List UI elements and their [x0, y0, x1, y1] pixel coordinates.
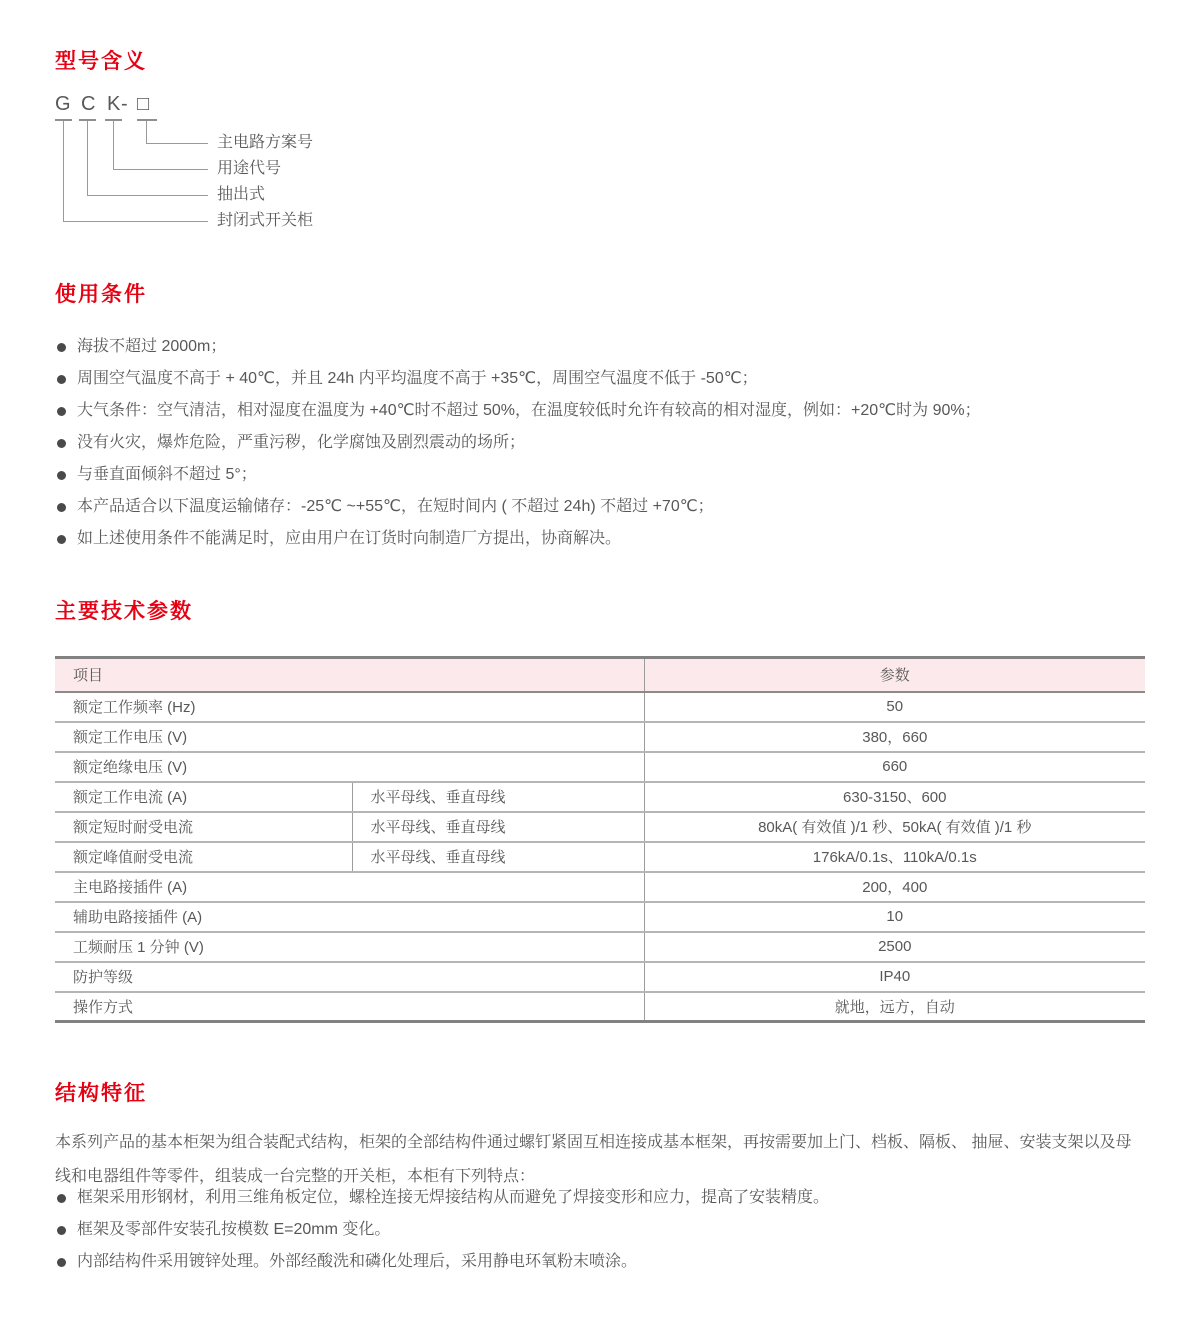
condition-text: 与垂直面倾斜不超过 5°； [77, 466, 257, 483]
cell-sub: 水平母线、垂直母线 [352, 842, 644, 872]
structure-intro: 本系列产品的基本柜架为组合装配式结构，柜架的全部结构件通过螺钉紧固互相连接成基本框架，再按需要加上门、档板、隔板、 抽屉、安装支架以及母线和电器组件等零件，组装成一台完整的开关柜，本柜有下列特点： [55, 1134, 1132, 1185]
cell-sub: 水平母线、垂直母线 [352, 812, 644, 842]
condition-text: 如上述使用条件不能满足时，应由用户在订货时向制造厂方提出，协商解决。 [77, 530, 622, 547]
section-title-params: 主要技术参数 [55, 600, 193, 623]
model-code-char-k: K [107, 93, 121, 115]
condition-text: 海拔不超过 2000m； [77, 338, 227, 355]
condition-item [55, 433, 1145, 453]
table-row [55, 812, 1145, 842]
cell-item: 辅助电路接插件 (A) [55, 902, 644, 932]
model-connector-line [87, 121, 88, 195]
condition-item [55, 337, 1145, 357]
table-header-row [55, 658, 1145, 692]
model-connector-line [87, 195, 208, 196]
structure-text: 框架采用形钢材，利用三维角板定位，螺栓连接无焊接结构从而避免了焊接变形和应力，提高了安装精度。 [77, 1189, 830, 1206]
cell-value: 2500 [644, 932, 1145, 962]
table-row [55, 902, 1145, 932]
cell-item: 工频耐压 1 分钟 (V) [55, 932, 644, 962]
structure-list [55, 1188, 1145, 1284]
cell-item: 防护等级 [55, 962, 644, 992]
bullet-icon [57, 535, 66, 544]
cell-item: 额定工作电流 (A) [55, 782, 352, 812]
cell-value: 380，660 [644, 722, 1145, 752]
model-label-scheme: 主电路方案号 [217, 134, 314, 151]
model-tick [137, 119, 157, 121]
structure-item [55, 1188, 1145, 1208]
condition-text: 本产品适合以下温度运输储存：-25℃ ~+55℃，在短时间内 ( 不超过 24h) 不超过 +70℃； [77, 498, 714, 515]
bullet-icon [57, 375, 66, 384]
model-code-diagram [55, 94, 615, 244]
model-connector-line [113, 169, 208, 170]
table-row [55, 782, 1145, 812]
model-label-usage: 用途代号 [217, 160, 282, 177]
cell-item: 主电路接插件 (A) [55, 872, 644, 902]
section-title-structure: 结构特征 [55, 1082, 147, 1105]
structure-item [55, 1220, 1145, 1240]
condition-item [55, 401, 1145, 421]
cell-item: 额定工作电压 (V) [55, 722, 644, 752]
bullet-icon [57, 503, 66, 512]
bullet-icon [57, 439, 66, 448]
table-row [55, 872, 1145, 902]
cell-value: 630-3150、600 [644, 782, 1145, 812]
model-code-dash: - [121, 93, 128, 115]
cell-item: 额定绝缘电压 (V) [55, 752, 644, 782]
model-connector-line [146, 143, 208, 144]
model-connector-line [63, 221, 208, 222]
condition-item [55, 529, 1145, 549]
condition-text: 周围空气温度不高于 + 40℃，并且 24h 内平均温度不高于 +35℃，周围空气温度不低于 -50℃； [77, 370, 758, 387]
table-row [55, 752, 1145, 782]
table-row [55, 992, 1145, 1022]
condition-text: 没有火灾，爆炸危险，严重污秽，化学腐蚀及剧烈震动的场所； [77, 434, 526, 451]
params-table [55, 656, 1145, 1023]
model-connector-line [63, 121, 64, 221]
cell-value: 80kA( 有效值 )/1 秒、50kA( 有效值 )/1 秒 [644, 812, 1145, 842]
condition-text: 大气条件：空气清洁，相对湿度在温度为 +40℃时不超过 50%，在温度较低时允许有较高的相对湿度，例如：+20℃时为 90%； [77, 402, 981, 419]
table-row [55, 842, 1145, 872]
cell-value: 50 [886, 698, 904, 715]
cell-value: 10 [644, 902, 1145, 932]
cell-value: 176kA/0.1s、110kA/0.1s [644, 842, 1145, 872]
bullet-icon [57, 343, 66, 352]
section-title-model: 型号含义 [55, 50, 147, 73]
model-code-char-c: C [81, 93, 96, 115]
cell-value: 200，400 [644, 872, 1145, 902]
table-row [55, 722, 1145, 752]
table-row [55, 962, 1145, 992]
condition-item [55, 465, 1145, 485]
table-header-item: 项目 [55, 658, 644, 692]
model-connector-line [113, 121, 114, 169]
table-row [55, 692, 1145, 722]
table-row [55, 932, 1145, 962]
bullet-icon [57, 1258, 66, 1267]
section-title-conditions: 使用条件 [55, 283, 147, 306]
cell-item: 额定短时耐受电流 [55, 812, 352, 842]
structure-text: 框架及零部件安装孔按模数 E=20mm 变化。 [77, 1221, 391, 1238]
cell-item: 额定工作频率 (Hz) [55, 692, 644, 722]
model-label-drawout: 抽出式 [217, 186, 266, 203]
condition-item [55, 369, 1145, 389]
structure-text: 内部结构件采用镀锌处理。外部经酸洗和磷化处理后，采用静电环氧粉末喷涂。 [77, 1253, 638, 1270]
condition-item [55, 497, 1145, 517]
model-label-enclosed: 封闭式开关柜 [217, 212, 314, 229]
bullet-icon [57, 1194, 66, 1203]
table-header-value: 参数 [644, 658, 1145, 692]
model-code-box: □ [137, 93, 150, 115]
cell-value: 就地，远方，自动 [644, 992, 1145, 1022]
model-connector-line [146, 121, 147, 143]
conditions-list [55, 337, 1145, 561]
structure-item [55, 1252, 1145, 1272]
cell-item: 操作方式 [55, 992, 644, 1022]
cell-sub: 水平母线、垂直母线 [352, 782, 644, 812]
bullet-icon [57, 407, 66, 416]
cell-item: 额定峰值耐受电流 [55, 842, 352, 872]
cell-value: 660 [644, 752, 1145, 782]
model-code-char-g: G [55, 93, 71, 115]
bullet-icon [57, 1226, 66, 1235]
bullet-icon [57, 471, 66, 480]
cell-value: IP40 [644, 962, 1145, 992]
